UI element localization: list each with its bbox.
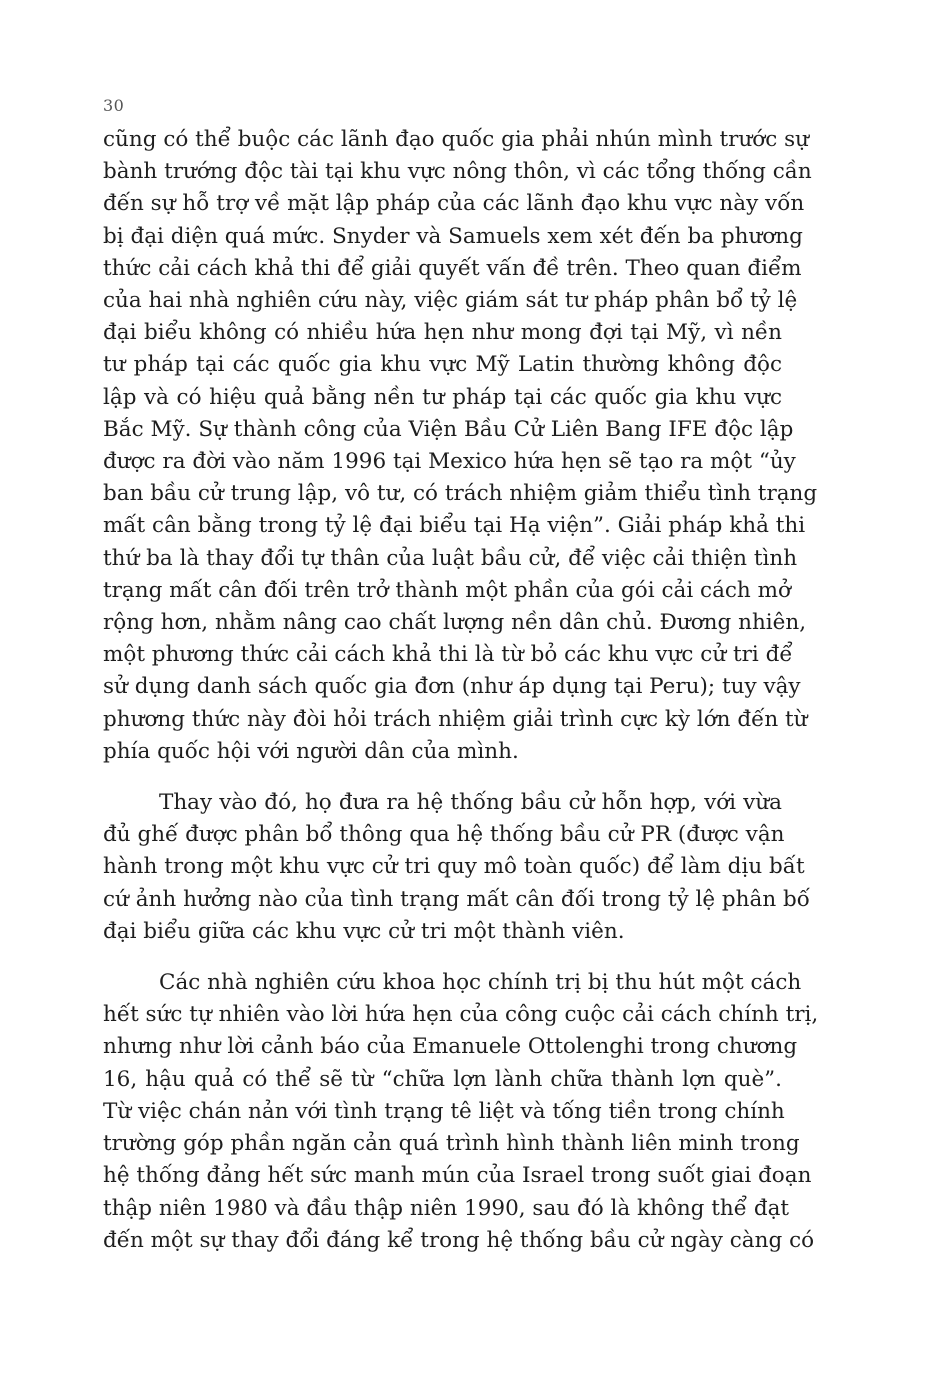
text-line: đến một sự thay đổi đáng kể trong hệ thống bầu cử ngày càng có — [103, 1227, 815, 1253]
paragraph-gap — [103, 768, 782, 787]
text-line: sử dụng danh sách quốc gia đơn (như áp dụng tại Peru); tuy vậy — [103, 674, 801, 700]
text-line: trường góp phần ngăn cản quá trình hình thành liên minh trong — [103, 1131, 800, 1157]
text-line: trạng mất cân đối trên trở thành một phần của gói cải cách mở — [103, 577, 791, 603]
text-line: bành trướng độc tài tại khu vực nông thôn, vì các tổng thống cần — [103, 159, 812, 185]
text-line: hành trong một khu vực cử tri quy mô toàn quốc) để làm dịu bất — [103, 854, 805, 880]
text-line: lập và có hiệu quả bằng nền tư pháp tại các quốc gia khu vực — [103, 384, 782, 410]
text-line: nhưng như lời cảnh báo của Emanuele Ottolenghi trong chương — [103, 1034, 798, 1060]
page-number: 30 — [103, 96, 125, 115]
text-line: cũng có thể buộc các lãnh đạo quốc gia phải nhún mình trước sự — [103, 127, 809, 152]
text-line: phía quốc hội với người dân của mình. — [103, 738, 519, 764]
body-text — [103, 124, 819, 1257]
text-line: thứ ba là thay đổi tự thân của luật bầu cử, để việc cải thiện tình — [103, 545, 798, 571]
text-line: cứ ảnh hưởng nào của tình trạng mất cân đối trong tỷ lệ phân bố — [103, 886, 810, 912]
text-line: được ra đời vào năm 1996 tại Mexico hứa hẹn sẽ tạo ra một “ủy — [103, 449, 796, 475]
text-line: Thay vào đó, họ đưa ra hệ thống bầu cử hỗn hợp, với vừa — [159, 790, 782, 816]
text-line: Từ việc chán nản với tình trạng tê liệt và tống tiền trong chính — [103, 1098, 785, 1124]
text-line: 16, hậu quả có thể sẽ từ “chữa lợn lành chữa thành lợn què”. — [103, 1066, 782, 1092]
text-line: Bắc Mỹ. Sự thành công của Viện Bầu Cử Liên Bang IFE độc lập — [103, 416, 794, 442]
text-line: thức cải cách khả thi để giải quyết vấn đề trên. Theo quan điểm — [103, 255, 802, 281]
text-line: một phương thức cải cách khả thi là từ bỏ các khu vực cử tri để — [103, 642, 793, 668]
text-line: hết sức tự nhiên vào lời hứa hẹn của công cuộc cải cách chính trị, — [103, 1002, 819, 1028]
paragraph — [103, 124, 818, 768]
text-line: đại biểu giữa các khu vực cử tri một thành viên. — [103, 918, 625, 944]
text-line: mất cân bằng trong tỷ lệ đại biểu tại Hạ viện”. Giải pháp khả thi — [103, 513, 806, 539]
text-line: Các nhà nghiên cứu khoa học chính trị bị thu hút một cách — [159, 970, 802, 996]
paragraph — [103, 967, 819, 1257]
text-line: đại biểu không có nhiều hứa hẹn như mong đợi tại Mỹ, vì nền — [103, 320, 782, 346]
text-line: đủ ghế được phân bổ thông qua hệ thống bầu cử PR (được vận — [103, 822, 785, 848]
text-line: tư pháp tại các quốc gia khu vực Mỹ Latin thường không độc — [103, 352, 782, 378]
text-line: bị đại diện quá mức. Snyder và Samuels xem xét đến ba phương — [103, 223, 803, 249]
text-line: phương thức này đòi hỏi trách nhiệm giải trình cực kỳ lớn đến từ — [103, 706, 808, 732]
text-line: hệ thống đảng hết sức manh mún của Israel trong suốt giai đoạn — [103, 1163, 812, 1189]
text-line: đến sự hỗ trợ về mặt lập pháp của các lãnh đạo khu vực này vốn — [103, 191, 805, 217]
paragraph-gap — [103, 948, 782, 967]
text-line: của hai nhà nghiên cứu này, việc giám sát tư pháp phân bổ tỷ lệ — [103, 288, 798, 314]
text-line: ban bầu cử trung lập, vô tư, có trách nhiệm giảm thiểu tình trạng — [103, 481, 818, 507]
text-line: rộng hơn, nhằm nâng cao chất lượng nền dân chủ. Đương nhiên, — [103, 610, 807, 636]
paragraph — [103, 787, 810, 948]
text-line: thập niên 1980 và đầu thập niên 1990, sau đó là không thể đạt — [103, 1195, 790, 1221]
